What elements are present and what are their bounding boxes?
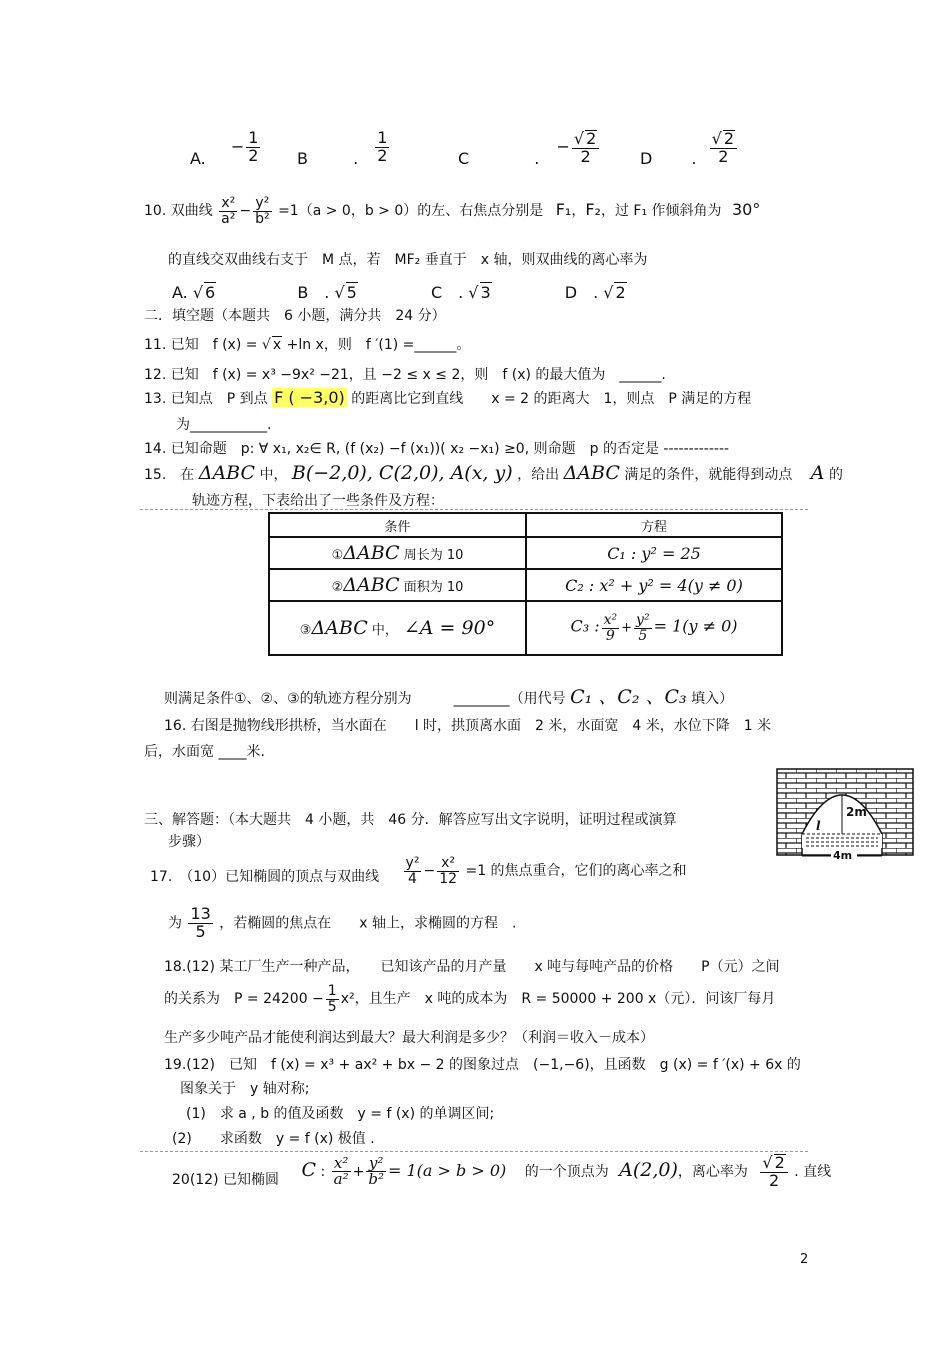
sqrt-radicand: 2 <box>774 1153 785 1172</box>
q17-eq: =1 的焦点重合，它们的离心率之和 <box>465 863 687 880</box>
q9-option-c-dot: . <box>534 149 540 169</box>
q17-line2-pre: 为 <box>168 915 182 932</box>
q20-vertex: A(2,0) <box>619 1158 678 1181</box>
frac-num: y² <box>253 196 272 212</box>
q10-f1: F₁ <box>555 200 572 220</box>
row-triangle: ΔABC <box>343 542 400 564</box>
q11-pre: 11. 已知 f (x) = <box>144 337 258 353</box>
q17-fraction <box>188 906 212 941</box>
q17-line2 <box>168 906 516 941</box>
row-frac-y <box>634 613 652 643</box>
row-number: ② <box>331 580 344 595</box>
row-equation: C₁ : y² = 25 <box>607 543 701 563</box>
q18-line1: 18.(12) 某工厂生产一种产品， 已知该产品的月产量 x 吨与每吨产品的价格 P（元）之间 <box>164 959 780 975</box>
q9-option-a-sign: − <box>230 136 245 156</box>
q17-frac-x <box>437 856 459 886</box>
q9-option-b-label: B <box>297 148 308 168</box>
q10-mid: ，过 F₁ 作倾斜角为 <box>600 203 722 220</box>
frac-den: 2 <box>580 146 591 166</box>
frac-num: 1 <box>248 128 259 147</box>
q9-option-b-fraction <box>375 130 389 165</box>
q13-line1 <box>144 388 751 408</box>
q9-option-b-dot: . <box>353 148 359 168</box>
table-header-cell: 条件 <box>269 513 526 537</box>
q10-f2: F₂ <box>585 200 601 220</box>
q15-triangle: ΔABC <box>198 462 256 484</box>
q17-pre: 17. （10）已知椭圆的顶点与双曲线 <box>150 869 380 886</box>
row-condition: 面积为 10 <box>399 580 464 595</box>
section-3-heading: 三、解答题：（本大题共 4 小题，共 46 分．解答应写出文字说明，证明过程或演算 <box>144 812 677 828</box>
frac-num: x² <box>219 196 237 212</box>
q20-ellipse-name: C <box>301 1158 317 1181</box>
bridge-water-label: l <box>816 819 821 833</box>
frac-den: 12 <box>439 870 458 887</box>
frac-num: x² <box>332 1156 351 1173</box>
frac-den: 2 <box>377 145 388 165</box>
q19-part1: (1) 求 a , b 的值及函数 y = f (x) 的单调区间; <box>186 1106 495 1122</box>
q18-fraction <box>326 984 339 1014</box>
q10-opt-a-value: 6 <box>205 283 216 302</box>
page-divider-2 <box>140 1151 808 1152</box>
table-cell-condition <box>269 537 526 569</box>
frac-den: 5 <box>327 998 337 1015</box>
q13-line2: 为___________. <box>176 417 272 433</box>
q10-comma: ， <box>571 203 586 220</box>
frac-den: a² <box>333 1170 349 1189</box>
frac-den: 2 <box>248 145 259 165</box>
q10-lead: 10. 双曲线 <box>144 203 213 220</box>
frac-den: 5 <box>195 921 206 941</box>
q20-mid2: ，离心率为 <box>677 1163 748 1180</box>
row-triangle: ΔABC <box>311 617 368 639</box>
frac-num: 13 <box>190 904 211 923</box>
row-angle: ∠A = 90° <box>403 617 496 639</box>
q9-option-d-fraction <box>710 130 737 166</box>
table-cell-equation <box>526 569 782 601</box>
bridge-height-label: 2m <box>846 805 867 819</box>
table-cell-condition <box>269 569 526 601</box>
frac-num: x² <box>603 611 618 628</box>
q15-points: B(−2,0), C(2,0), A(x, y) <box>291 462 513 484</box>
q10-opt-d-label: D . <box>564 283 599 302</box>
q13-pre: 13. 已知点 P 到点 <box>144 391 268 407</box>
sqrt-radicand: 2 <box>586 129 597 148</box>
row-number: ① <box>331 548 344 563</box>
frac-den: 2 <box>718 146 729 166</box>
frac-num: y² <box>366 1156 386 1173</box>
q17-frac-y <box>404 856 422 886</box>
row-condition: 周长为 10 <box>399 548 464 563</box>
q15-tail-codes: C₁ 、C₂ 、C₃ <box>570 686 687 708</box>
q15-end: 的 <box>828 467 843 483</box>
frac-den: a² <box>221 210 236 227</box>
q20-pre: 20(12) 已知椭圆 <box>172 1171 280 1188</box>
row-frac-x <box>602 613 620 643</box>
q15-pre: 15. 在 <box>144 467 195 483</box>
frac-num: y² <box>405 855 420 871</box>
sqrt-radicand: 2 <box>723 129 734 148</box>
frac-num: y² <box>636 611 650 628</box>
q17-line2-post: ，若椭圆的焦点在 x 轴上，求椭圆的方程 . <box>219 915 517 932</box>
q10-angle: 30° <box>731 200 761 220</box>
bridge-width-label: 4m <box>833 849 853 860</box>
q18-line3: 生产多少吨产品才能使利润达到最大？最大利润是多少？（利润＝收入－成本） <box>164 1030 654 1046</box>
q9-option-b <box>297 128 391 168</box>
table-header-cell: 方程 <box>526 513 782 537</box>
q9-option-d-label: D <box>640 149 653 169</box>
conditions-table <box>268 512 783 656</box>
q10-opt-c-label: C . <box>430 283 464 302</box>
frac-den: 4 <box>408 870 417 887</box>
q13-post: 的距离比它到直线 x = 2 的距离大 1，则点 P 满足的方程 <box>351 391 752 407</box>
q18-line2-pre: 的关系为 P = 24200 − <box>164 991 324 1008</box>
row-number: ③ <box>299 623 312 638</box>
q17-line1: 17. （10）已知椭圆的顶点与双曲线 $\frac{\text{y²}}{4}$ − $\frac{\text{x²}}{12}$ =1 的焦点重合，它们的离心率之和 <box>150 855 687 887</box>
q15-point-a: A <box>810 462 825 484</box>
q11-radicand: x <box>272 337 282 353</box>
q10-opt-a-label: A. <box>172 283 188 302</box>
q20-mid: 的一个顶点为 <box>524 1163 609 1180</box>
section-2-heading: 二．填空题（本题共 6 小题，满分共 24 分） <box>144 308 446 324</box>
section-3-heading-2: 步骤） <box>168 834 210 850</box>
q20-line1: 20(12) 已知椭圆 C : $\frac{\text{x²}}{\text{a²}}$ + $\frac{\text{y²}}{\text{b²}}$ = 1(a > b > 0) 的一个顶点为 A(2,0)，离心率为 $\frac{√ 2}{2}$ . 直线 <box>172 1153 832 1190</box>
q12: 12. 已知 f (x) = x³ −9x² −21，且 −2 ≤ x ≤ 2，则 f (x) 的最大值为 ______. <box>144 367 666 383</box>
row-equation: C₂ : x² + y² = 4(y ≠ 0) <box>565 575 743 595</box>
q15-mid: 中， <box>259 467 288 483</box>
bridge-figure <box>776 768 914 860</box>
q20-frac-y <box>366 1153 386 1189</box>
frac-num: 1 <box>327 983 337 999</box>
q15-tail <box>164 682 733 709</box>
q15-line1 <box>144 462 843 484</box>
frac-num: √ 2 <box>710 130 737 149</box>
q10-line1: 10. 双曲线 $\frac{\text{x²}}{\text{a²}}$ − $\frac{\text{y²}}{\text{b²}}$ =1（a > 0，b > 0）的左、右焦点分别是 F₁，F₂，过 F₁ 作倾斜角为 30° <box>144 195 761 227</box>
q9-option-c-fraction <box>572 130 599 166</box>
q19-line1: 19.(12) 已知 f (x) = x³ + ax² + bx − 2 的图象过点 (−1,−6)，且函数 g (x) = f ′(x) + 6x 的 <box>164 1057 801 1073</box>
q9-option-c-sign: − <box>556 137 570 157</box>
q19-part2: (2) 求函数 y = f (x) 极值 . <box>172 1131 375 1147</box>
q15-line2: 轨迹方程，下表给出了一些条件及方程： <box>192 493 444 509</box>
q10-opt-b-label: B . <box>297 283 330 302</box>
q15-post: 满足的条件，就能得到动点 <box>624 467 793 483</box>
q10-opt-c-value: 3 <box>480 283 491 302</box>
q9-option-c-label: C <box>458 149 470 169</box>
q11-post: +ln x，则 f ′(1) =______。 <box>286 337 471 353</box>
table-cell-equation <box>526 537 782 569</box>
q18-line2 <box>164 984 775 1014</box>
table-row <box>269 537 782 569</box>
q10-opt-d-value: 2 <box>615 283 626 302</box>
q10-line2: 的直线交双曲线右支于 M 点，若 MF₂ 垂直于 x 轴，则双曲线的离心率为 <box>168 252 648 268</box>
q9-option-d <box>640 129 739 169</box>
table-cell-equation: C₃ : $\frac{\text{x²}}{9}$ + $\frac{\text{y²}}{5}$ = 1(y ≠ 0) <box>526 601 782 655</box>
frac-num: √ 2 <box>760 1154 787 1173</box>
q10-frac-y <box>253 196 272 226</box>
q15-tail-post: 填入） <box>691 691 734 707</box>
frac-den: b² <box>255 210 270 227</box>
q20-eq-post: = 1(a > b > 0) <box>387 1160 507 1180</box>
page-divider <box>140 509 808 510</box>
table-cell-condition <box>269 601 526 655</box>
row-equation-pre: C₃ : <box>570 616 600 636</box>
q13-highlight: F ( −3,0) <box>274 388 345 407</box>
q10-opt-b-value: 5 <box>346 283 357 302</box>
q18-line2-post: x²，且生产 x 吨的成本为 R = 50000 + 200 x（元）．问该厂每月 <box>340 991 776 1008</box>
frac-num: 1 <box>377 128 388 147</box>
row-equation-post: = 1(y ≠ 0) <box>653 616 738 636</box>
q20-frac-x <box>332 1153 351 1189</box>
frac-den: 9 <box>605 627 615 644</box>
q9-option-d-dot: . <box>691 149 697 169</box>
q10-options: A. √ 6 B . √ 5 C . √ 3 D . √ 2 <box>172 283 626 302</box>
q16-line2: 后，水面宽 ____米. <box>144 744 265 760</box>
q9-option-a-label: A. <box>190 148 206 168</box>
q20-eccentricity <box>760 1154 787 1190</box>
table-row <box>269 569 782 601</box>
q9-option-a <box>190 128 262 168</box>
q20-post: . 直线 <box>794 1163 832 1180</box>
q11: 11. 已知 f (x) = √ x +ln x，则 f ′(1) =______。 <box>144 337 471 353</box>
q10-condition: =1（a > 0，b > 0）的左、右焦点分别是 <box>278 203 544 220</box>
frac-den: 2 <box>768 1170 780 1190</box>
q9-option-c <box>458 129 601 169</box>
row-triangle: ΔABC <box>343 574 400 596</box>
q9-option-a-fraction <box>246 130 260 165</box>
frac-den: b² <box>368 1170 384 1189</box>
table-row <box>269 601 782 655</box>
table-header-row <box>269 513 782 537</box>
q15-triangle-2: ΔABC <box>563 462 620 484</box>
q14: 14. 已知命题 p: ∀ x₁, x₂∈ R, (f (x₂) −f (x₁))( x₂ −x₁) ≥0, 则命题 p 的否定是 ------------- <box>144 441 730 457</box>
frac-num: √ 2 <box>572 130 599 149</box>
page-number: 2 <box>800 1252 809 1267</box>
frac-den: 5 <box>638 627 648 644</box>
row-condition: 中， <box>367 623 398 638</box>
q15-tail-pre: 则满足条件①、②、③的轨迹方程分别为 ________（用代号 <box>164 691 566 707</box>
frac-num: x² <box>437 856 459 872</box>
q19-line2: 图象关于 y 轴对称; <box>180 1081 310 1097</box>
q16-line1: 16. 右图是抛物线形拱桥，当水面在 l 时，拱顶离水面 2 米，水面宽 4 米，水位下降 1 米 <box>164 718 772 734</box>
q10-frac-x <box>219 196 237 226</box>
q15-mid2: ，给出 <box>517 467 560 483</box>
